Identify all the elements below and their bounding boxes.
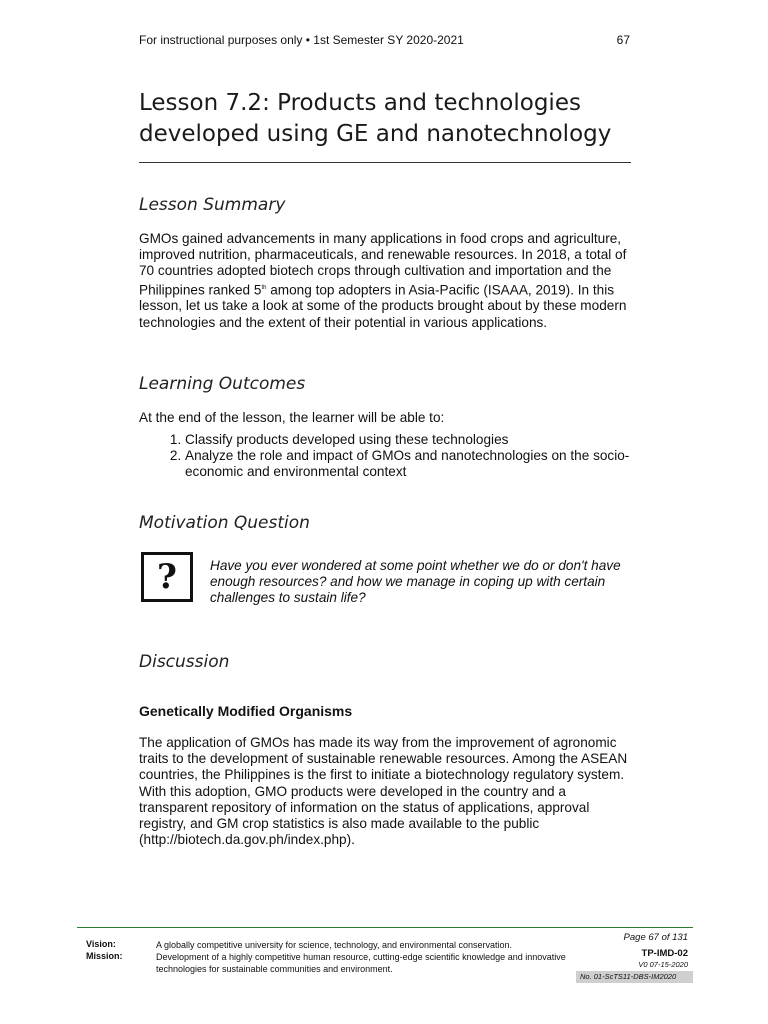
mission-label: Mission: xyxy=(86,951,123,961)
footer-version: V0 07-15-2020 xyxy=(638,960,688,969)
header-page-number: 67 xyxy=(616,33,630,47)
summary-text-part-1: GMOs gained advancements in many applications in food crops and agriculture, improved nutrition, pharmaceuticals, and renewable resources. In 2018, a total of 70 countries adopted biotech crops through cultivation and importation and the Philippines ranked 5 xyxy=(139,231,627,298)
footer-doc-number: No. 01-ScTS11-DBS-IM2020 xyxy=(576,971,693,983)
learning-outcomes-list xyxy=(139,432,675,481)
learning-outcomes-heading: Learning Outcomes xyxy=(139,374,306,394)
learning-outcomes-intro: At the end of the lesson, the learner will be able to: xyxy=(139,410,445,425)
lesson-title-line-2: developed using GE and nanotechnology xyxy=(139,121,612,147)
lesson-summary-text xyxy=(139,231,629,331)
title-divider xyxy=(139,162,631,163)
footer-divider xyxy=(77,927,693,928)
mission-text: Development of a highly competitive human resource, cutting-edge scientific knowledge and innovative technologies for sustainable communities and environment. xyxy=(156,952,566,974)
summary-superscript: th xyxy=(261,284,267,291)
header-course-info: For instructional purposes only • 1st Semester SY 2020-2021 xyxy=(139,33,464,47)
footer-page-info: Page 67 of 131 xyxy=(623,932,688,943)
footer-doc-code: TP-IMD-02 xyxy=(641,948,688,959)
motivation-question: Have you ever wondered at some point whether we do or don't have enough resources? and how we manage in coping up with certain challenges to sustain life? xyxy=(210,558,621,605)
lesson-title-line-1: Lesson 7.2: Products and technologies xyxy=(139,90,581,116)
page-header xyxy=(139,33,630,47)
list-item: 2. Analyze the role and impact of GMOs and nanotechnologies on the socio-economic and environmental context xyxy=(185,448,675,480)
lesson-title xyxy=(139,88,639,150)
summary-text-part-2: among top adopters in Asia-Pacific (ISAAA, 2019). In this lesson, let us take a look at some of the products brought about by these modern technologies and the extent of their potential in various applications. xyxy=(139,282,627,330)
vision-text: A globally competitive university for science, technology, and environmental conservation. xyxy=(156,940,513,950)
discussion-text: The application of GMOs has made its way from the improvement of agronomic traits to the development of sustainable renewable resources. Among the ASEAN countries, the Philippines is the first to initiate a biotechnology regulatory system. With this adoption, GMO products were developed in the country and a transparent repository of information on the status of applications, approval registry, and GM crop statistics is also made available to the public (http://biotech.da.gov.ph/index.php). xyxy=(139,735,628,848)
question-mark-icon: ? xyxy=(141,552,193,602)
lesson-summary-heading: Lesson Summary xyxy=(139,195,286,215)
list-item: 1. Classify products developed using these technologies xyxy=(185,432,675,448)
motivation-heading: Motivation Question xyxy=(139,513,310,533)
gmo-subheading: Genetically Modified Organisms xyxy=(139,703,353,719)
vision-label: Vision: xyxy=(86,939,116,949)
discussion-heading: Discussion xyxy=(139,652,230,672)
